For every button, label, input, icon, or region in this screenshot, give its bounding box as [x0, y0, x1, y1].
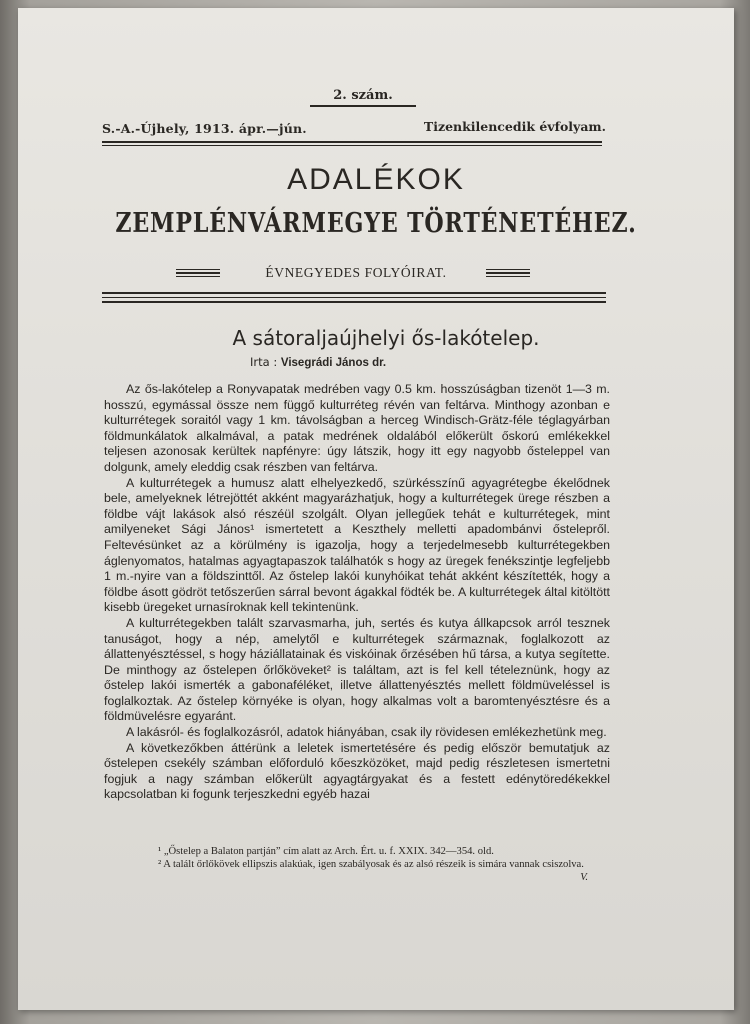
journal-page	[18, 8, 734, 1010]
article-title: A sátoraljaújhelyi ős-lakótelep.	[232, 326, 540, 350]
author-name: Visegrádi János dr.	[280, 357, 387, 369]
byline-prefix: Irta :	[250, 355, 278, 369]
title-rule-thick	[102, 292, 606, 294]
journal-title-line2: ZEMPLÉNVÁRMEGYE TÖRTÉNETÉHEZ.	[115, 208, 637, 239]
byline	[250, 355, 386, 369]
footnote-2	[104, 858, 604, 883]
place-date: S.-A.-Újhely, 1913. ápr.—jún.	[102, 121, 307, 136]
masthead-rule-top	[102, 141, 602, 143]
ornament-right	[486, 269, 530, 278]
masthead-rule-bottom	[102, 145, 602, 146]
title-rule-thin	[102, 297, 606, 298]
subtitle-row	[176, 265, 536, 283]
title-rule-thick-2	[102, 301, 606, 303]
journal-subtitle: ÉVNEGYEDES FOLYÓIRAT.	[265, 265, 447, 280]
volume-label: Tizenkilencedik évfolyam.	[423, 119, 606, 134]
issue-number: 2. szám.	[333, 88, 393, 103]
footnote-1: ¹ „Őstelep a Balaton partján” cím alatt az Arch. Ért. u. f. XXIX. 342—354. old.	[158, 846, 494, 857]
paragraph: A lakásról- és foglalkozásról, adatok hiányában, csak ily rövidesen emlékezhetünk meg.	[126, 725, 607, 740]
footnote-2-text: ² A talált őrlőkövek ellipszis alakúak, igen szabályosak és az alsó részeik is simára vannak csiszolva.	[158, 859, 584, 870]
footnote-signature: V.	[580, 872, 588, 883]
footnotes	[104, 845, 604, 884]
paragraph: Az ős-lakótelep a Ronyvapatak medrében vagy 0.5 km. hosszúságban tizenöt 1—3 m. hosszú, egymással össze nem függő kulturréteg révén van feltárva. Minthogy azonban e kulturrétegek soraitól vagy 1 km. távolságban a herceg Windisch-Grätz-féle téglagyárban földmunkálatok alkalmával, a patak medrének oldalából előkerült őskorú emlékekkel teljesen azonosak kerültek napfényre: úgy látszik, hogy itt egy nagyobb őstelеppel van dolgunk, amely eleddig csak részben van feltárva.	[104, 382, 610, 474]
journal-title-line1: ADALÉKOK	[287, 163, 465, 196]
article-body	[104, 382, 610, 803]
paragraph: A következőkben áttérünk a leletek ismertetésére és pedig először bemutatjuk az őstelepen csekély számban előforduló kőeszközöket, majd pedig részletesen ismertetni fogjuk a nagy számban előkerült agyagtárgyakat és a festett edénytöredékekkel kapcsolatban ki fogunk terjeszkedni egyéb hazai	[104, 740, 610, 802]
paragraph: A kulturrétegek a humusz alatt elhelyezkedő, szürkésszínű agyagrétegbe ékelődnek bele, amelyeknek létrejöttét akként magyarázhatjuk, hogy a kulturrétegek ürege részben a földbe vájt lakások alsó részéül szolgált. Olyan jellegűek tehát e kulturrétegek, mint amilyeneket Sági János¹ ismertetett a Keszthely melletti apadombánvi őstelepről. Feltevésünket az a körülmény is igazolja, hogy a terjedelmesebb kulturrétegekben áglenyomatos, hatalmas agyagtapaszok találhatók s hogy az üregek fenékszintje legfeljebb 1 m.-nyire van a földszinttől. Az őstelep lakói kunyhóikat tehát akként készítették, hogy a földbe ásott gödröt tetőszerűen sárral bevont ágakkal födték be. A kulturrétegek által kitöltött kisebb üregeket urnasíroknak kell tekintenünk.	[104, 475, 610, 615]
paragraph: A kulturrétegekben talált szarvasmarha, juh, sertés és kutya állkapcsok arról tesznek tanuságot, hogy a nép, amelytől e kulturrétegek származnak, foglalkozott az állattenyésztéssel, s hogy háziállatainak és viskóinak őrzésében hű társa, a kutya segítette. De minthogy az őstelepen őrlőköveket² is találtam, azt is fel kell tételeznünk, hogy az őstelep lakói ismerték a gabonaféléket, illetve állattenyésztés mellett földmüveléssel is foglalkoztak. Az őstelep környéke is olyan, hogy alkalmas volt a baromtenyésztésre és a földmüvelésre egyaránt.	[104, 615, 610, 724]
issue-underline	[310, 105, 416, 107]
ornament-left	[176, 269, 220, 278]
